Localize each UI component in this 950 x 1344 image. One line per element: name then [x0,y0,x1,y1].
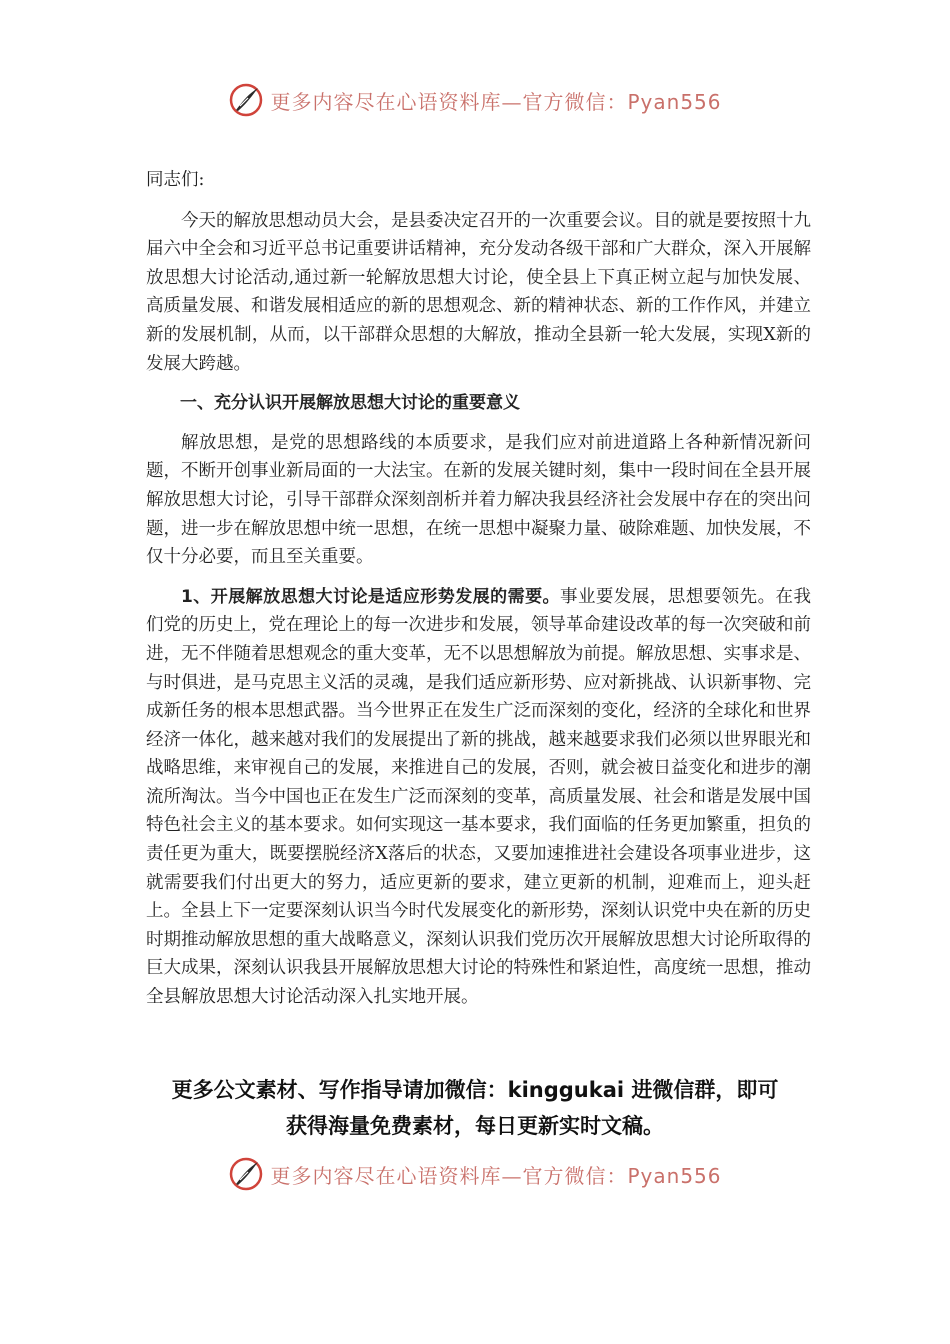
intro-paragraph: 今天的解放思想动员大会，是县委决定召开的一次重要会议。目的就是要按照十九届六中全会和习近平总书记重要讲话精神，充分发动各级干部和广大群众，深入开展解放思想大讨论活动,通过新一轮解放思想大讨论，使全县上下真正树立起与加快发展、高质量发展、和谐发展相适应的新的思想观念、新的精神状态、新的工作作风，并建立新的发展机制，从而，以干部群众思想的大解放，推动全县新一轮大发展，实现X新的发展大跨越。 [146,210,811,374]
quill-logo-icon [228,82,264,118]
point-1-paragraph [146,583,811,1012]
point-1-lead: 1、开展解放思想大讨论是适应形势发展的需要。 [181,586,560,607]
promo-line-2: 获得海量免费素材，每日更新实时文稿。 [286,1114,664,1138]
promo-line-1: 更多公文素材、写作指导请加微信：kinggukai 进微信群，即可 [171,1078,779,1102]
footer-banner-text: 更多内容尽在心语资料库—官方微信：Pyan556 [270,1163,722,1188]
promo-notice [140,1072,810,1144]
section-1-paragraph: 解放思想，是党的思想路线的本质要求，是我们应对前进道路上各种新情况新问题，不断开创事业新局面的一大法宝。在新的发展关键时刻，集中一段时间在全县开展解放思想大讨论，引导干部群众深刻剖析并着力解决我县经济社会发展中存在的突出问题，进一步在解放思想中统一思想，在统一思想中凝聚力量、破除难题、加快发展，不仅十分必要，而且至关重要。 [146,432,811,568]
footer-watermark-banner [0,1156,950,1192]
salutation: 同志们: [146,170,205,190]
quill-logo-icon [228,1156,264,1192]
header-watermark-banner [0,82,950,118]
point-1-body: 事业要发展，思想要领先。在我们党的历史上，党在理论上的每一次进步和发展，领导革命建设改革的每一次突破和前进，无不伴随着思想观念的重大变革，无不以思想解放为前提。解放思想、实事求是、与时俱进，是马克思主义活的灵魂，是我们适应新形势、应对新挑战、认识新事物、完成新任务的根本思想武器。当今世界正在发生广泛而深刻的变化，经济的全球化和世界经济一体化，越来越对我们的发展提出了新的挑战，越来越要求我们必须以世界眼光和战略思维，来审视自己的发展，来推进自己的发展，否则，就会被日益变化和进步的潮流所淘汰。当今中国也正在发生广泛而深刻的变革，高质量发展、社会和谐是发展中国特色社会主义的基本要求。如何实现这一基本要求，我们面临的任务更加繁重，担负的责任更为重大，既要摆脱经济X落后的状态，又要加速推进社会建设各项事业进步，这就需要我们付出更大的努力，适应更新的要求，建立更新的机制，迎难而上，迎头赶上。全县上下一定要深刻认识当今时代发展变化的新形势，深刻认识党中央在新的历史时期推动解放思想的重大战略意义，深刻认识我们党历次开展解放思想大讨论所取得的巨大成果，深刻认识我县开展解放思想大讨论的特殊性和紧迫性，高度统一思想，推动全县解放思想大讨论活动深入扎实地开展。 [146,586,812,1008]
section-1-heading: 一、充分认识开展解放思想大讨论的重要意义 [180,393,520,414]
header-banner-text: 更多内容尽在心语资料库—官方微信：Pyan556 [270,89,722,114]
document-body [146,166,811,1023]
